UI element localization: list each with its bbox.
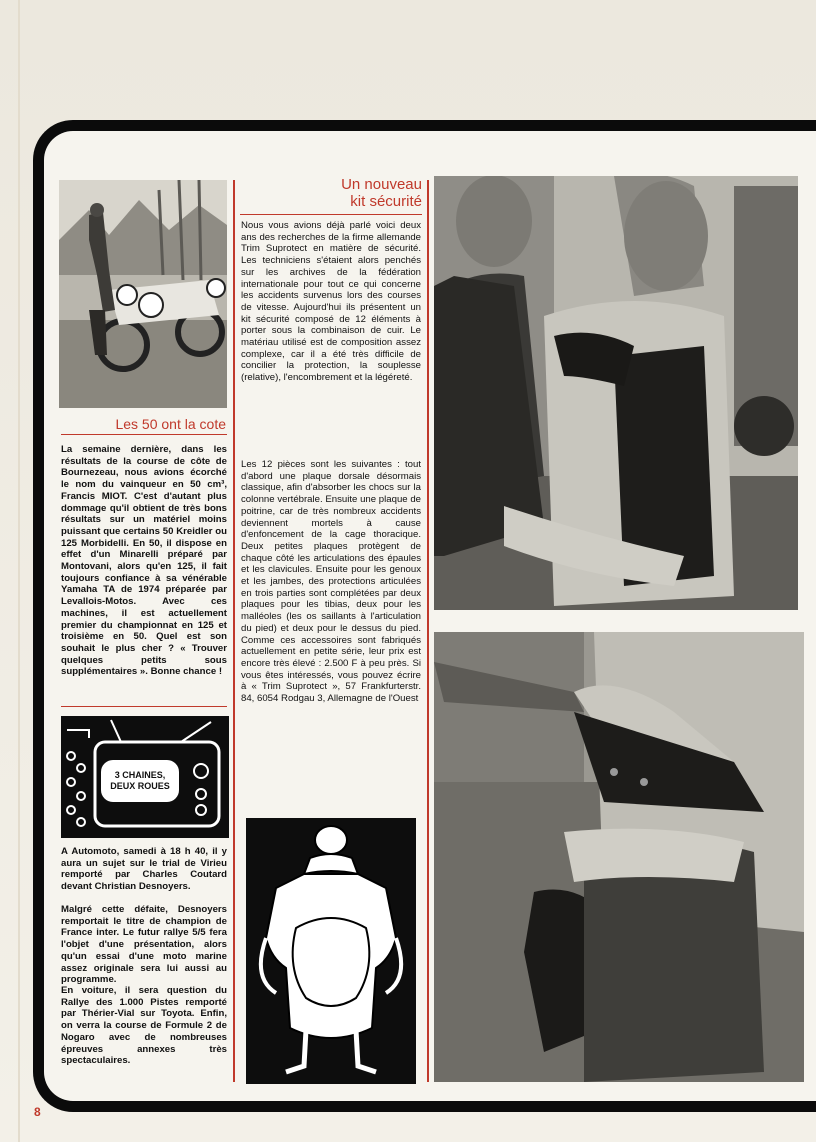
- tv-article-p2: Malgré cette défaite, Desnoyers remportait le titre de champion de France inter. Le futur rallye 5/5 fera l'objet d'une présentation, alors qu'un essai d'une moto marine assez originale sera lui aussi au programme.: [61, 904, 227, 986]
- motorcycle-photo: [59, 180, 227, 408]
- page-number: 8: [34, 1105, 41, 1119]
- tv-caption-line2: DEUX ROUES: [110, 781, 170, 791]
- heading-underline: [61, 434, 227, 435]
- tv-illustration: [61, 716, 229, 838]
- heading-les-50: Les 50 ont la cote: [115, 416, 226, 432]
- heading-underline-2: [240, 214, 422, 215]
- section-divider: [61, 706, 227, 707]
- article-les-50: La semaine dernière, dans les résultats de la course de côte de Bournezeau, nous avions écorché le nom du vainqueur en 50 cm³, Francis MIOT. C'est d'autant plus dommage qu'il obtient de très bons résultats sur un matériel moins puissant que certains 50 Kreidler ou 125 Morbidelli. En 50, il dispose en effet d'un Minarelli préparé par Montovani, alors qu'en 125, il fait toujours confiance à sa vénérable Yamaha TA de 1974 préparée par Levallois-Motos. Avec ces machines, il est actuellement premier du championnat en 125 et troisième en 50. Quel est son souhait le plus cher ? « Trouver quelques petits sous supplémentaires ». Bonne chance !: [61, 444, 227, 678]
- article-kit-p1: Nous vous avions déjà parlé voici deux ans des recherches de la firme allemande Trim Suprotect en matière de sécurité. Les techniciens s'étaient alors penchés sur les archives de la fédération internationale pour tout ce qui concerne les accidents survenus lors des courses de vitesse. Aujourd'hui ils présentent un kit sécurité composé de 12 éléments à porter sous la combinaison de cuir. Le matériau utilisé est de composition assez complexe, car il a été très difficile de concilier la protection, la souplesse (relative), l'encombrement et la légéreté.: [241, 220, 421, 384]
- heading-kit-securite: [270, 176, 422, 210]
- tv-caption-line1: 3 CHAINES,: [114, 770, 166, 780]
- cartoon-illustration: [246, 818, 416, 1084]
- heading-line1: Un nouveau: [341, 176, 422, 193]
- tv-article-p1: A Automoto, samedi à 18 h 40, il y aura un sujet sur le trial de Virieu remporté par Charles Coutard devant Christian Desnoyers.: [61, 846, 227, 893]
- tv-article-p3: En voiture, il sera question du Rallye des 1.000 Pistes remporté par Thérier-Vial sur Toyota. Enfin, on verra la course de Formule 2 de Nogaro avec de nombreuses épreuves annexes très spectaculaires.: [61, 985, 227, 1067]
- column-divider-right: [427, 180, 429, 1082]
- photo-arm-protector-fitting: [434, 632, 804, 1082]
- page-margin-line: [18, 0, 20, 1142]
- column-divider-left: [233, 180, 235, 1082]
- photo-back-protector-fitting: [434, 176, 798, 610]
- article-kit-p2: Les 12 pièces sont les suivantes : tout d'abord une plaque dorsale désormais classique, afin d'absorber les chocs sur la colonne vertébrale. Ensuite une plaque de poitrine, car de très nombreux accidents deviennent mortels à cause d'enfoncement de la cage thoracique. Deux petites plaques protègent de chaque côté les articulations des épaules et les clavicules. Ensuite pour les genoux et les jambes, des protections articulées en trois parties sont complétées par deux plaques pour les tibias, deux pour les malléoles (les os saillants à l'articulation du pied) et deux pour le dessus du pied. Comme ces accessoires sont fabriqués actuellement en petite série, leur prix est encore très élevé : 2.500 F à peu près. Si vous êtes intéressés, vous pouvez écrire à « Trim Suprotect », 57 Frankfurterstr. 84, 6054 Rodgau 3, Allemagne de l'Ouest: [241, 459, 421, 705]
- heading-line2: kit sécurité: [350, 193, 422, 210]
- tv-caption: [101, 760, 179, 802]
